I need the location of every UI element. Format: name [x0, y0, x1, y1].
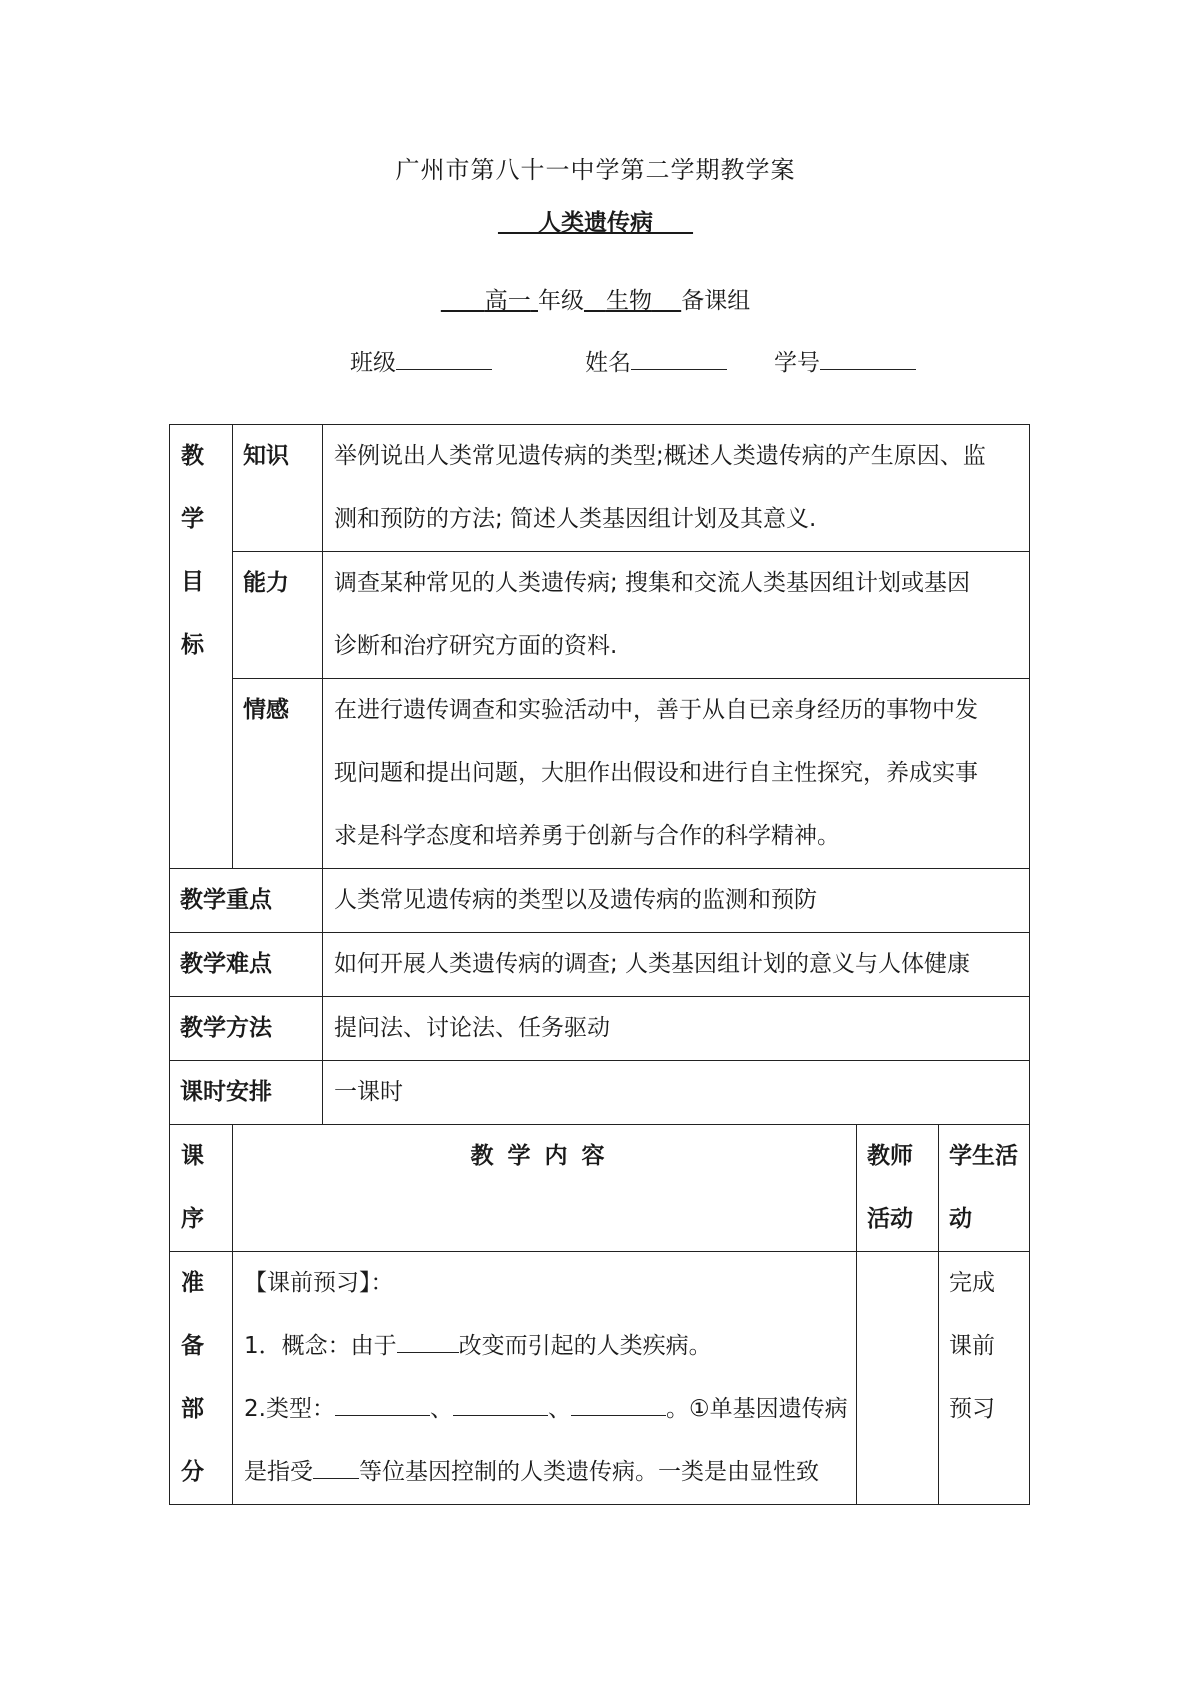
fill-blank[interactable]: [453, 1393, 548, 1416]
group-suffix: 备课组: [681, 288, 751, 314]
info-label: 课时安排: [170, 1061, 323, 1125]
name-label: 姓名: [585, 350, 631, 376]
info-value: 人类常见遗传病的类型以及遗传病的监测和预防: [323, 869, 1030, 933]
info-value: 如何开展人类遗传病的调查; 人类基因组计划的意义与人体健康: [323, 933, 1030, 997]
preview-line-2: 2.类型： 、 、 。①单基因遗传病: [244, 1378, 850, 1441]
info-row-difficulties: [170, 933, 1030, 997]
info-row-key-points: [170, 869, 1030, 933]
prep-content: [233, 1252, 857, 1505]
class-label: 班级: [350, 350, 396, 376]
prep-label: 准 备 部 分: [170, 1252, 233, 1505]
teacher-activity-cell: [857, 1252, 939, 1505]
fill-blank[interactable]: [397, 1330, 459, 1353]
student-activity-cell: 完成 课前 预习: [939, 1252, 1030, 1505]
info-value: 一课时: [323, 1061, 1030, 1125]
teacher-activity-header: 教师 活动: [857, 1125, 939, 1252]
preview-line-1: 1．概念：由于 改变而引起的人类疾病。: [244, 1315, 850, 1378]
id-label: 学号: [774, 350, 820, 376]
fill-blank[interactable]: [335, 1393, 430, 1416]
info-row-schedule: [170, 1061, 1030, 1125]
name-blank[interactable]: [631, 347, 727, 370]
info-row-methods: [170, 997, 1030, 1061]
class-field[interactable]: [350, 344, 492, 377]
info-label: 教学方法: [170, 997, 323, 1061]
objective-text: 举例说出人类常见遗传病的类型;概述人类遗传病的产生原因、监 测和预防的方法; 简述人类基因组计划及其意义.: [323, 425, 1030, 552]
info-label: 教学重点: [170, 869, 323, 933]
lesson-title-text: 人类遗传病: [538, 210, 653, 236]
objectives-label: 教 学 目 标: [170, 425, 233, 869]
objective-row-emotion: [170, 679, 1030, 869]
order-header: 课 序: [170, 1125, 233, 1252]
preview-title: 【课前预习】：: [244, 1270, 394, 1296]
info-label: 教学难点: [170, 933, 323, 997]
objective-text: 调查某种常见的人类遗传病; 搜集和交流人类基因组计划或基因 诊断和治疗研究方面的资料.: [323, 552, 1030, 679]
class-blank[interactable]: [396, 347, 492, 370]
grade-value: 高一: [484, 288, 531, 314]
preview-line-3: 是指受 等位基因控制的人类遗传病。一类是由显性致: [244, 1441, 850, 1504]
objective-row-knowledge: [170, 425, 1030, 552]
name-field[interactable]: [585, 344, 727, 377]
objective-category: 情感: [233, 679, 323, 869]
fill-blank[interactable]: [313, 1456, 359, 1479]
grade-suffix: 年级: [538, 288, 584, 314]
id-blank[interactable]: [820, 347, 916, 370]
objective-category: 知识: [233, 425, 323, 552]
school-title: 广州市第八十一中学第二学期教学案: [395, 156, 796, 184]
student-info-fields: [350, 344, 916, 377]
content-header: 教学内容: [233, 1125, 857, 1252]
prep-row: [170, 1252, 1030, 1505]
student-activity-header: 学生活 动: [939, 1125, 1030, 1252]
fill-blank[interactable]: [571, 1393, 666, 1416]
objective-text: 在进行遗传调查和实验活动中，善于从自已亲身经历的事物中发 现问题和提出问题，大胆作出假设和进行自主性探究，养成实事 求是科学态度和培养勇于创新与合作的科学精神。: [323, 679, 1030, 869]
id-field[interactable]: [774, 344, 916, 377]
grade-line: [0, 282, 1191, 315]
lesson-plan-table: [169, 424, 1030, 1505]
subject-value: 生物: [605, 288, 652, 314]
info-value: 提问法、讨论法、任务驱动: [323, 997, 1030, 1061]
lesson-title: [0, 204, 1191, 237]
objective-row-ability: [170, 552, 1030, 679]
content-header-row: [170, 1125, 1030, 1252]
objective-category: 能力: [233, 552, 323, 679]
